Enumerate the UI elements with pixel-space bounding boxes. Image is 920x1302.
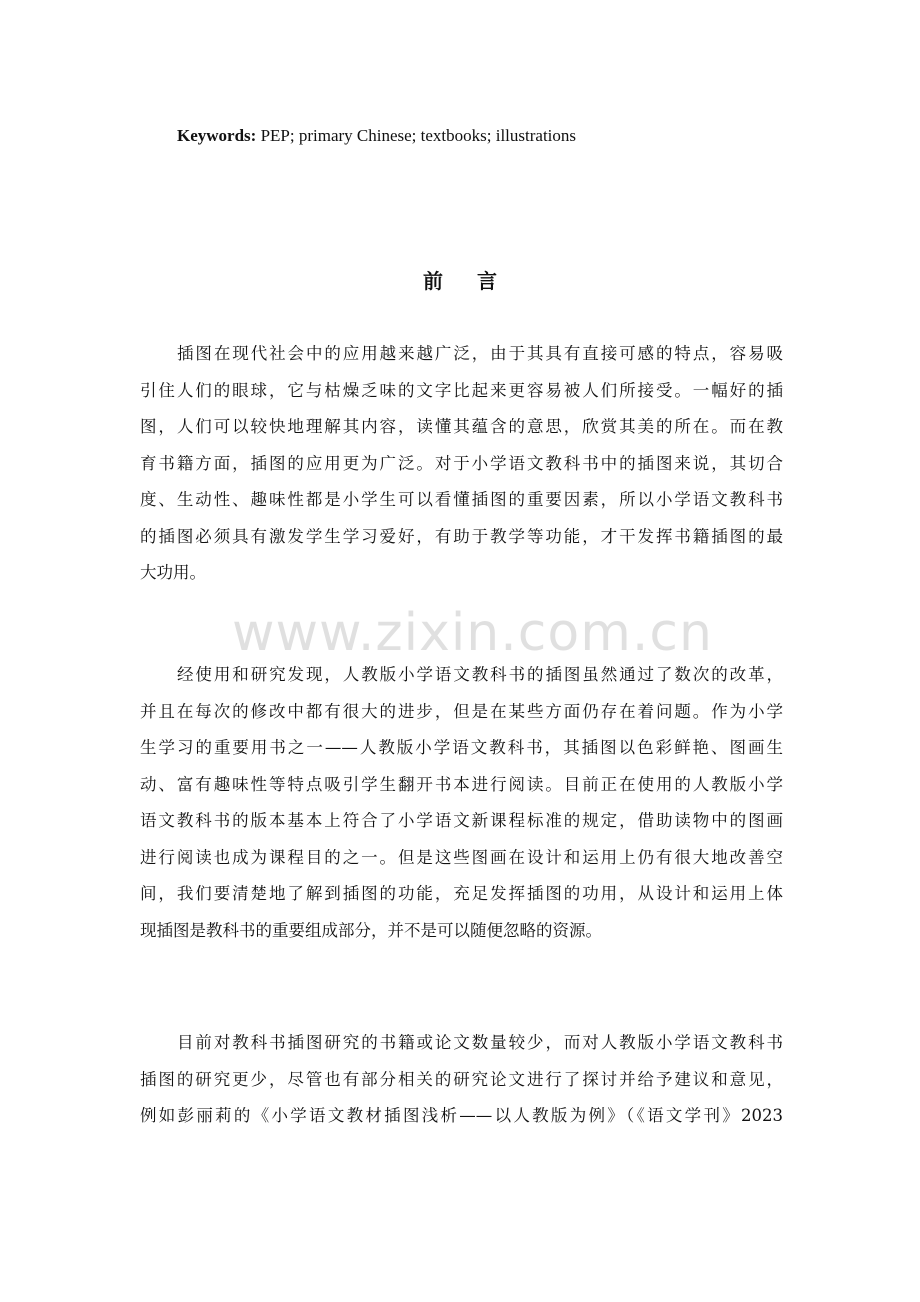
paragraph-line: 度、生动性、趣味性都是小学生可以看懂插图的重要因素，所以小学语文教科书 [140,490,783,509]
paragraph-line: 插图的研究更少，尽管也有部分相关的研究论文进行了探讨并给予建议和意见， [140,1069,783,1089]
paragraph-line: 语文教科书的版本基本上符合了小学语文新课程标准的规定，借助读物中的图画 [140,811,783,830]
paragraph-2 [140,657,783,949]
paragraph-line: 进行阅读也成为课程目的之一。但是这些图画在设计和运用上仍有很大地改善空 [140,847,783,867]
paragraph-line: 育书籍方面，插图的应用更为广泛。对于小学语文教科书中的插图来说，其切合 [140,453,783,473]
section-heading: 前言 [423,269,531,293]
watermark: www.zixin.com.cn [232,603,713,663]
paragraph-line: 目前对教科书插图研究的书籍或论文数量较少，而对人教版小学语文教科书 [177,1033,783,1052]
paragraph-line: 动、富有趣味性等特点吸引学生翻开书本进行阅读。目前正在使用的人教版小学 [140,774,783,794]
paragraph-line: 并且在每次的修改中都有很大的进步，但是在某些方面仍存在着问题。作为小学 [140,701,783,721]
paragraph-line: 例如彭丽莉的《小学语文教材插图浅析——以人教版为例》（《语文学刊》2023 [140,1106,783,1125]
paragraph-line: 生学习的重要用书之一——人教版小学语文教科书，其插图以色彩鲜艳、图画生 [140,738,783,757]
paragraph-line: 插图在现代社会中的应用越来越广泛，由于其具有直接可感的特点，容易吸 [177,344,783,363]
paragraph-line: 图，人们可以较快地理解其内容，读懂其蕴含的意思，欣赏其美的所在。而在教 [140,417,783,436]
paragraph-line: 经使用和研究发现，人教版小学语文教科书的插图虽然通过了数次的改革， [177,665,783,684]
paragraph-line: 引住人们的眼球，它与枯燥乏味的文字比起来更容易被人们所接受。一幅好的插 [140,380,783,400]
keywords-label: Keywords: [177,126,257,145]
paragraph-line: 大功用。 [140,563,206,582]
keywords-line [177,124,797,148]
paragraph-line: 现插图是教科书的重要组成部分，并不是可以随便忽略的资源。 [140,920,602,940]
paragraph-1 [140,336,783,592]
keywords-text: PEP; primary Chinese; textbooks; illustrations [256,126,577,145]
paragraph-line: 间，我们要清楚地了解到插图的功能，充足发挥插图的功用，从设计和运用上体 [140,884,783,903]
paragraph-3 [140,1025,783,1135]
paragraph-line: 的插图必须具有激发学生学习爱好，有助于教学等功能，才干发挥书籍插图的最 [140,526,783,546]
